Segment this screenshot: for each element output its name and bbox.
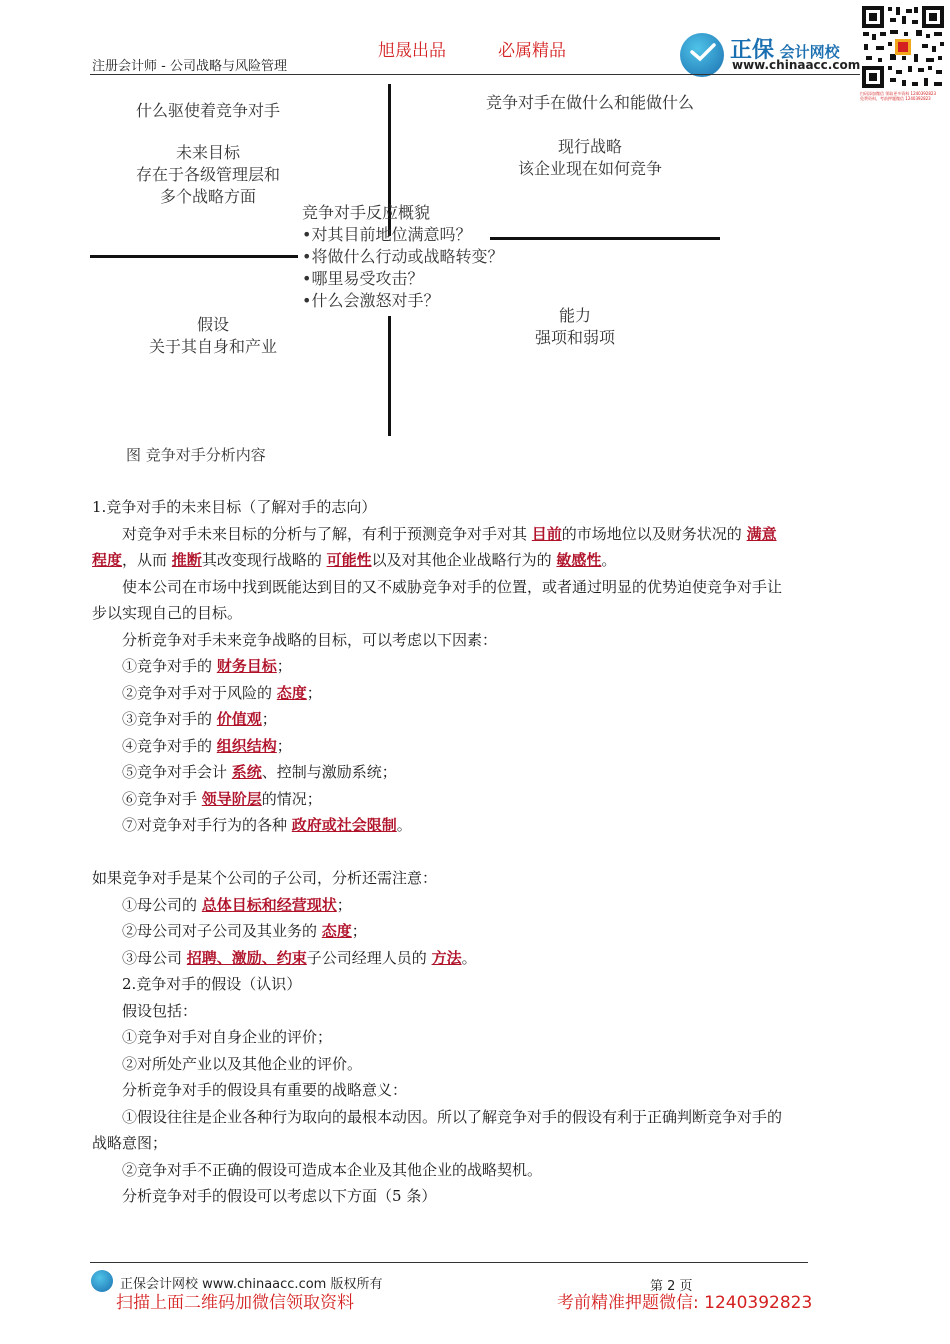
highlight-term: 组织结构 — [216, 736, 277, 755]
qr-note-line-2: 免费资料，考前押题微信 1240392823 — [860, 96, 931, 101]
header-slogan-1: 旭晟出品 — [378, 41, 446, 61]
highlight-term: 总体目标和经营现状 — [201, 895, 337, 914]
highlight-term: 目前 — [531, 524, 562, 543]
list-item-continuation: 战略意图； — [92, 1134, 168, 1152]
header-slogan-2: 必属精品 — [498, 41, 566, 61]
text-run: ； — [276, 736, 292, 755]
text-run: ②母公司对子公司及其业务的 — [122, 922, 322, 940]
diagram-drivers-sub-1: 未来目标 — [175, 143, 240, 162]
paragraph-1-line-2 — [92, 547, 862, 574]
text-run: 以及对其他企业战略行为的 — [371, 551, 557, 569]
diagram-capabilities-title: 能力 — [558, 306, 591, 325]
diagram-assumptions-title: 假设 — [196, 315, 229, 334]
diagram-capabilities-block — [500, 305, 650, 349]
diagram-response-item: •哪里易受攻击？ — [302, 269, 424, 288]
highlight-term: 政府或社会限制 — [291, 816, 397, 834]
footer-promo-right: 考前精准押题微信: 1240392823 — [557, 1293, 813, 1313]
highlight-term: 财务目标 — [216, 657, 277, 675]
paragraph-3: 分析竞争对手未来竞争战略的目标，可以考虑以下因素： — [122, 630, 498, 649]
text-run: 、控制与激励系统； — [261, 763, 397, 781]
highlight-term: 态度 — [321, 922, 352, 940]
paragraph-1-line-1 — [92, 521, 862, 548]
diagram-strategy-sub-1: 现行战略 — [557, 137, 622, 156]
text-run: 。 — [461, 948, 477, 967]
highlight-term: 领导阶层 — [201, 789, 262, 808]
text-run: ； — [261, 710, 277, 728]
diagram-assumptions-sub: 关于其自身和产业 — [148, 337, 277, 356]
text-run: ⑥竞争对手 — [122, 789, 202, 808]
highlight-term: 推断 — [171, 551, 202, 569]
list-item — [92, 812, 862, 839]
list-item — [92, 918, 862, 945]
list-item — [92, 653, 862, 680]
diagram-drivers-title: 什么驱使着竞争对手 — [135, 101, 280, 120]
text-run: ②竞争对手对于风险的 — [122, 683, 277, 702]
diagram-response-item: •将做什么行动或战略转变？ — [302, 247, 504, 266]
list-item — [92, 680, 862, 707]
header-divider — [90, 74, 860, 75]
list-item — [92, 706, 862, 733]
diagram-response-item: •什么会激怒对手？ — [302, 291, 440, 310]
diagram-strategy-block — [460, 92, 720, 180]
list-item — [92, 759, 862, 786]
list-item — [92, 892, 862, 919]
diagram-response-block — [302, 202, 542, 312]
text-run: ，从而 — [122, 551, 172, 569]
footer-logo-icon — [91, 1270, 113, 1292]
header-subject: 注册会计师 - 公司战略与风险管理 — [92, 59, 287, 74]
text-run: 对竞争对手未来目标的分析与了解，有利于预测竞争对手对其 — [122, 524, 532, 543]
brand-school: 会计网校 — [779, 43, 840, 61]
diagram-drivers-block — [108, 100, 308, 208]
section-1-title: 1.竞争对手的未来目标（了解对手的志向） — [92, 498, 377, 516]
text-run: ； — [306, 683, 322, 702]
diagram-response-item: •对其目前地位满意吗？ — [302, 225, 472, 244]
diagram-response-title: 竞争对手反应概貌 — [302, 203, 431, 222]
highlight-term: 满意 — [746, 524, 777, 543]
highlight-term: 系统 — [231, 763, 262, 781]
text-run: ①竞争对手的 — [122, 657, 217, 675]
text-run: ； — [276, 657, 292, 675]
paragraph-2-line-2: 步以实现自己的目标。 — [92, 604, 243, 622]
text-run: ①母公司的 — [122, 895, 202, 914]
diagram-strategy-title: 竞争对手在做什么和能做什么 — [485, 93, 694, 112]
list-item — [92, 733, 862, 760]
text-run: ⑦对竞争对手行为的各种 — [122, 816, 292, 834]
main-content — [92, 494, 862, 1210]
list-item: ②对所处产业以及其他企业的评价。 — [122, 1054, 363, 1073]
diagram-caption: 图 竞争对手分析内容 — [126, 446, 266, 464]
subsidiary-intro: 如果竞争对手是某个公司的子公司，分析还需注意： — [92, 869, 438, 887]
qr-note-line-1: 扫码添加微信 领取更多资料 1240392823 — [860, 91, 936, 96]
highlight-term: 可能性 — [326, 551, 372, 569]
spacer — [92, 839, 862, 866]
footer-copyright: 正保会计网校 www.chinaacc.com 版权所有 — [120, 1277, 383, 1292]
brand-name: 正保 — [730, 38, 775, 63]
diagram-horizontal-line-left — [90, 255, 298, 258]
text-run: 。 — [601, 551, 617, 569]
diagram-drivers-sub-3: 多个战略方面 — [159, 187, 256, 206]
diagram-strategy-sub-2: 该企业现在如何竞争 — [517, 159, 662, 178]
text-run: ③竞争对手的 — [122, 710, 217, 728]
text-run: ⑤竞争对手会计 — [122, 763, 232, 781]
paragraph: 假设包括： — [122, 1001, 198, 1020]
text-run: ③母公司 — [122, 948, 187, 967]
paragraph: 分析竞争对手的假设可以考虑以下方面（5 条） — [122, 1187, 437, 1205]
paragraph-2-line-1: 使本公司在市场中找到既能达到目的又不威胁竞争对手的位置，或者通过明显的优势迫使竞争对手让 — [122, 577, 783, 596]
diagram-assumptions-block — [118, 314, 308, 358]
section-2-title: 2.竞争对手的假设（认识） — [122, 975, 302, 993]
list-item — [92, 786, 862, 813]
text-run: ； — [351, 922, 367, 940]
qr-code-icon — [860, 4, 946, 90]
brand-url: www.chinaacc.com — [732, 58, 861, 72]
highlight-term: 态度 — [276, 683, 307, 702]
paragraph: 分析竞争对手的假设具有重要的战略意义： — [122, 1081, 408, 1099]
diagram-drivers-sub-2: 存在于各级管理层和 — [135, 165, 280, 184]
list-item — [92, 945, 862, 972]
list-item: ①竞争对手对自身企业的评价； — [122, 1028, 333, 1046]
highlight-term: 程度 — [92, 551, 123, 569]
highlight-term: 招聘、激励、约束 — [186, 948, 307, 967]
highlight-term: 敏感性 — [556, 551, 602, 569]
text-run: 的情况； — [261, 789, 322, 808]
diagram-vertical-line-bottom — [388, 316, 391, 436]
highlight-term: 价值观 — [216, 710, 262, 728]
page-number: 第 2 页 — [650, 1279, 693, 1294]
list-item: ①假设往往是企业各种行为取向的最根本动因。所以了解竞争对手的假设有利于正确判断竞争对手的 — [122, 1107, 783, 1126]
diagram-capabilities-sub: 强项和弱项 — [534, 328, 615, 347]
footer-promo-left: 扫描上面二维码加微信领取资料 — [116, 1293, 354, 1313]
text-run: 的市场地位以及财务状况的 — [561, 524, 747, 543]
highlight-term: 方法 — [431, 948, 462, 967]
text-run: ； — [336, 895, 352, 914]
qr-note — [860, 91, 950, 101]
text-run: 其改变现行战略的 — [201, 551, 327, 569]
text-run: 子公司经理人员的 — [306, 948, 432, 967]
footer-divider — [90, 1262, 808, 1263]
text-run: ④竞争对手的 — [122, 736, 217, 755]
check-mark-icon — [690, 42, 716, 62]
list-item: ②竞争对手不正确的假设可造成本企业及其他企业的战略契机。 — [122, 1160, 543, 1179]
text-run: 。 — [396, 816, 412, 834]
